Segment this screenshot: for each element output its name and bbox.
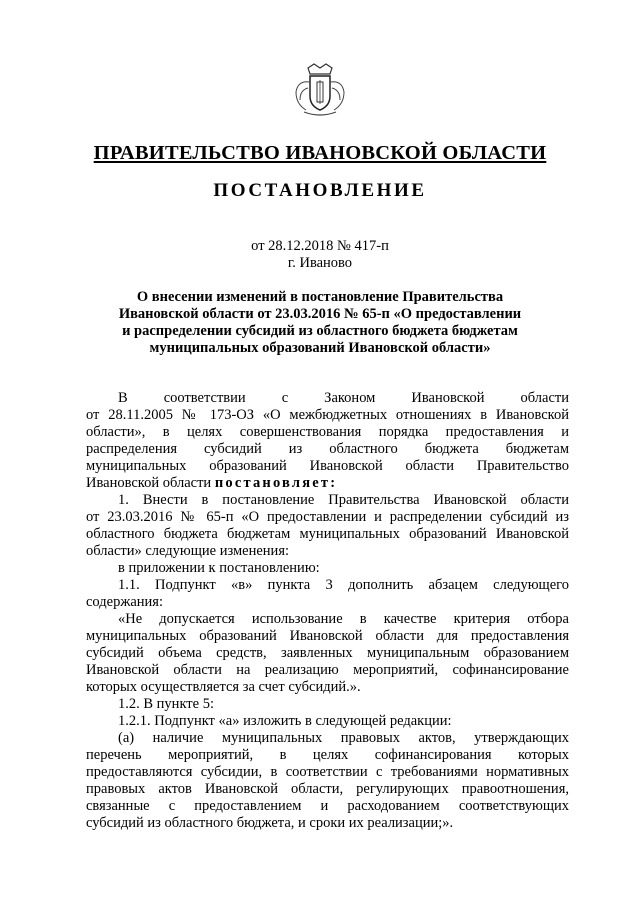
body-line: 1.1. Подпункт «в» пункта 3 дополнить абзацем следующего: [118, 577, 569, 593]
body-line: связанные с предоставлением и расходованием соответствующих: [86, 798, 569, 814]
body-line: муниципальных образований Ивановской области Правительство: [86, 458, 569, 474]
body-line: 1.2. В пункте 5:: [118, 696, 214, 712]
body-line: распределения субсидий из областного бюджета бюджетам: [86, 441, 569, 457]
document-title: [60, 289, 580, 357]
body-line: муниципальных образований Ивановской области для предоставления: [86, 628, 569, 644]
body-line: 1. Внести в постановление Правительства Ивановской области: [118, 492, 569, 508]
body-line: Ивановской области на реализацию мероприятий, софинансирование: [86, 662, 569, 678]
document-body: [86, 390, 569, 832]
resolve-word: постановляет:: [214, 475, 338, 491]
coat-of-arms-icon: [290, 60, 350, 120]
document-type: ПОСТАНОВЛЕНИЕ: [213, 180, 427, 201]
government-name: ПРАВИТЕЛЬСТВО ИВАНОВСКОЙ ОБЛАСТИ: [93, 142, 547, 164]
title-line: муниципальных образований Ивановской области»: [149, 340, 491, 356]
body-line: перечень мероприятий, в целях софинансирования которых: [86, 747, 569, 763]
date-number: от 28.12.2018 № 417-п: [251, 238, 389, 254]
date-block: [0, 238, 640, 272]
body-line: [86, 475, 569, 492]
body-line: В соответствии с Законом Ивановской области: [118, 390, 569, 406]
body-line: правовых актов Ивановской области, регулирующих правоотношения,: [86, 781, 569, 797]
city: г. Иваново: [287, 255, 353, 271]
body-line: (а) наличие муниципальных правовых актов, утверждающих: [118, 730, 569, 746]
body-line: от 28.11.2005 № 173-ОЗ «О межбюджетных отношениях в Ивановской: [86, 407, 569, 423]
body-line: областного бюджета бюджетам муниципальных образований Ивановской: [86, 526, 569, 542]
body-line: субсидий из областного бюджета, и сроки их реализации;».: [86, 815, 454, 831]
body-line: от 23.03.2016 № 65-п «О предоставлении и распределении субсидий из: [86, 509, 569, 525]
body-line: предоставляются субсидии, в соответствии с требованиями нормативных: [86, 764, 569, 780]
title-line: и распределении субсидий из областного бюджета бюджетам: [122, 323, 518, 339]
title-line: О внесении изменений в постановление Правительства: [136, 289, 504, 305]
body-line: «Не допускается использование в качестве критерия отбора: [118, 611, 569, 627]
title-line: Ивановской области от 23.03.2016 № 65-п «О предоставлении: [118, 306, 522, 322]
body-line: 1.2.1. Подпункт «а» изложить в следующей редакции:: [118, 713, 452, 729]
body-line: содержания:: [86, 594, 164, 610]
body-text: Ивановской области: [86, 475, 212, 491]
body-line: области» следующие изменения:: [86, 543, 290, 559]
body-line: которых осуществляется за счет субсидий.».: [86, 679, 361, 695]
body-line: в приложении к постановлению:: [118, 560, 320, 576]
body-line: области», в целях совершенствования порядка предоставления и: [86, 424, 569, 440]
body-line: субсидий объема средств, заявленных муниципальным образованием: [86, 645, 569, 661]
